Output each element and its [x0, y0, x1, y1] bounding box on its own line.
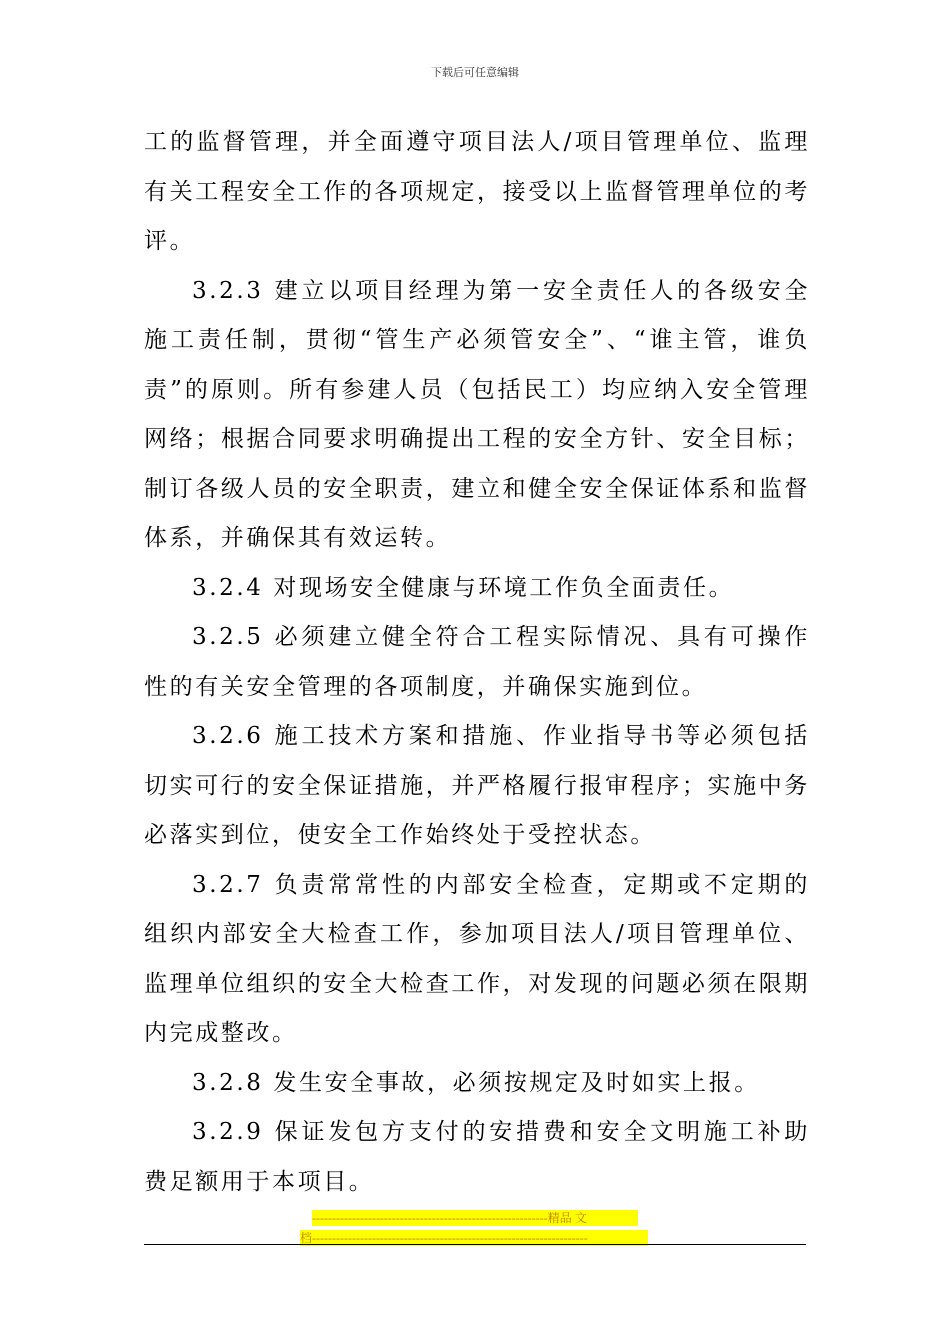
footer-line-1: -----------------------------------------------------------精品 文 — [312, 1210, 638, 1226]
footer-line-2: 档--------------------------------------------------------------------- — [300, 1230, 648, 1246]
footer-rule — [144, 1244, 806, 1245]
paragraph: 3.2.9 保证发包方支付的安措费和安全文明施工补助费足额用于本项目。 — [144, 1119, 810, 1195]
paragraph: 3.2.8 发生安全事故，必须按规定及时如实上报。 — [192, 1069, 760, 1096]
paragraph: 3.2.6 施工技术方案和措施、作业指导书等必须包括切实可行的安全保证措施，并严格履行报审程序；实施中务必落实到位，使安全工作始终处于受控状态。 — [144, 723, 810, 848]
body-text — [144, 118, 810, 1207]
paragraph: 3.2.5 必须建立健全符合工程实际情况、具有可操作性的有关安全管理的各项制度，并确保实施到位。 — [144, 624, 810, 700]
paragraph: 工的监督管理，并全面遵守项目法人/项目管理单位、监理有关工程安全工作的各项规定，接受以上监督管理单位的考评。 — [144, 129, 810, 254]
paragraph: 3.2.7 负责常常性的内部安全检查，定期或不定期的组织内部安全大检查工作，参加项目法人/项目管理单位、监理单位组织的安全大检查工作，对发现的问题必须在限期内完成整改。 — [144, 871, 810, 1046]
paragraph: 3.2.4 对现场安全健康与环境工作负全面责任。 — [192, 574, 735, 601]
page-header: 下载后可任意编辑 — [431, 66, 519, 79]
paragraph: 3.2.3 建立以项目经理为第一安全责任人的各级安全施工责任制，贯彻“管生产必须管安全”、“谁主管，谁负责”的原则。所有参建人员（包括民工）均应纳入安全管理网络；根据合同要求明确提出工程的安全方针、安全目标；制订各级人员的安全职责，建立和健全安全保证体系和监督体系，并确保其有效运转。 — [144, 277, 810, 551]
